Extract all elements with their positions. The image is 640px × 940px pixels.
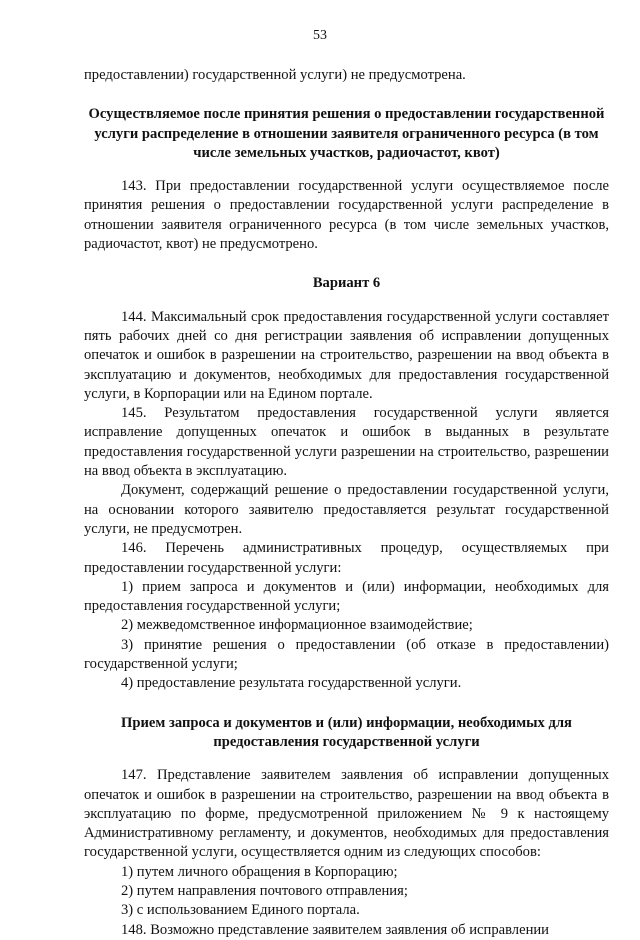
paragraph-document: Документ, содержащий решение о предоставлении государственной услуги, на основании которого заявителю предоставляется результат государственной услуги, не предусмотрен. [84,482,609,537]
paragraph-148: 148. Возможно представление заявителем заявления об исправлении [121,921,549,938]
list-item-146-1: 1) прием запроса и документов и (или) информации, необходимых для предоставления государственной услуги; [84,578,609,615]
paragraph-145: 145. Результатом предоставления государственной услуги является исправление допущенных опечаток и ошибок в выданных в результате предоставления государственной услуги разрешении на строительство, разрешении на ввод объекта в эксплуатацию. [84,405,609,480]
list-item-146-4: 4) предоставление результата государственной услуги. [121,675,462,692]
page-number: 53 [313,28,327,43]
paragraph-144: 144. Максимальный срок предоставления государственной услуги составляет пять рабочих дней со дня регистрации заявления об исправлении допущенных опечаток и ошибок в разрешении на строительство, разрешении на ввод объекта в эксплуатацию и документов, необходимых для предоставления государственной услуги, в Корпорации или на Едином портале. [84,308,609,402]
variant-heading: Вариант 6 [312,275,381,292]
list-item-147-1: 1) путем личного обращения в Корпорацию; [121,863,398,880]
paragraph-143: 143. При предоставлении государственной услуги осуществляемое после принятия решения о предоставлении государственной услуги распределение в отношении заявителя ограниченного ресурса (в том числе земельных участков, радиочастот, квот) не предусмотрено. [84,178,609,253]
list-item-147-2: 2) путем направления почтового отправления; [121,882,408,899]
paragraph-146: 146. Перечень административных процедур, осуществляемых при предоставлении государственной услуги: [84,540,609,576]
list-item-147-3: 3) с использованием Единого портала. [121,902,360,919]
list-item-146-3: 3) принятие решения о предоставлении (об отказе в предоставлении) государственной услуги; [84,636,609,673]
section-heading-request-reception: Прием запроса и документов и (или) информации, необходимых для предоставления государственной услуги [121,714,572,750]
paragraph-147: 147. Представление заявителем заявления об исправлении допущенных опечаток и ошибок в разрешении на строительство, разрешении на ввод объекта в эксплуатацию по форме, предусмотренной приложением № 9 к настоящему Административному регламенту, и документов, необходимых для предоставления государственной услуги, осуществляется одним из следующих способов: [84,767,609,861]
list-item-146-2: 2) межведомственное информационное взаимодействие; [121,617,473,634]
page-content [84,66,609,940]
intro-paragraph: предоставлении) государственной услуги) не предусмотрена. [84,67,466,83]
section-heading-resource-distribution: Осуществляемое после принятия решения о предоставлении государственной услуги распределение в отношении заявителя ограниченного ресурса (в том числе земельных участков, радиочастот, квот) [88,106,605,161]
